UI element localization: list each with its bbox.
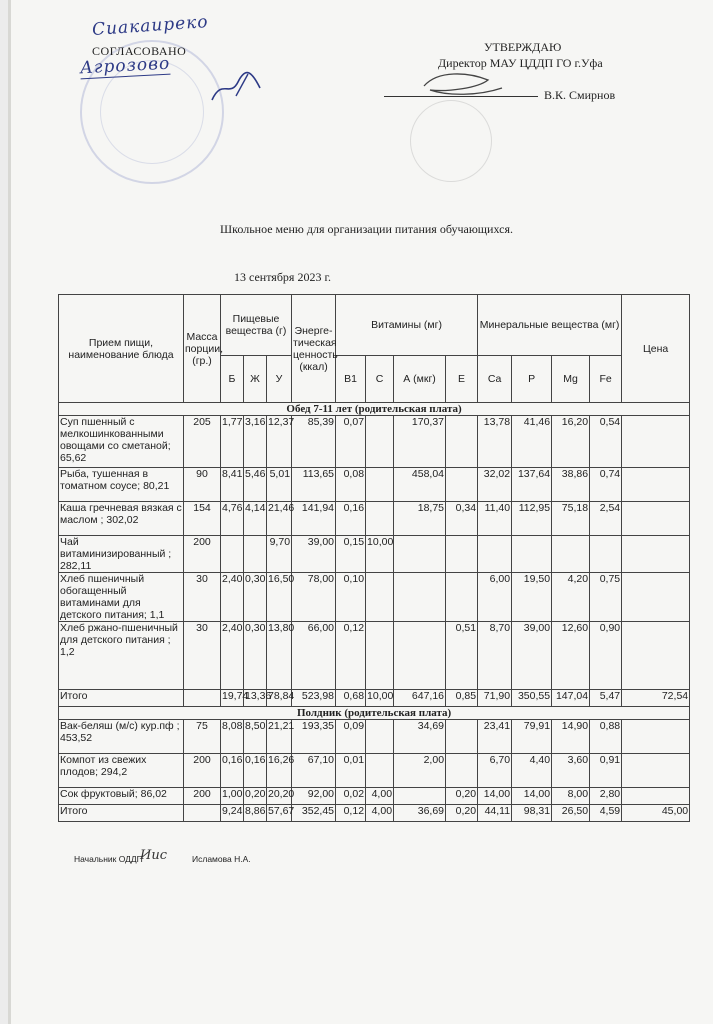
total-mass (184, 690, 221, 707)
cell-b1: 0,07 (336, 416, 366, 468)
table-row (59, 720, 690, 754)
cell-mass: 30 (184, 622, 221, 690)
cell-energy: 67,10 (292, 754, 336, 788)
round-stamp-right (410, 100, 492, 182)
cell-p: 39,00 (512, 622, 552, 690)
header-fe: Fe (590, 356, 622, 403)
cell-zh: 3,16 (244, 416, 267, 468)
cell-p: 112,95 (512, 502, 552, 536)
total-row (59, 805, 690, 822)
cell-b: 2,40 (221, 573, 244, 622)
cell-c (366, 720, 394, 754)
total-ca: 71,90 (478, 690, 512, 707)
cell-mass: 30 (184, 573, 221, 622)
cell-b: 4,76 (221, 502, 244, 536)
cell-price (622, 502, 690, 536)
cell-e: 0,20 (446, 788, 478, 805)
dish-name: Хлеб ржано-пшеничный для детского питания ; 1,2 (59, 622, 184, 690)
header-energy: Энерге-тическая ценность (ккал) (292, 295, 336, 403)
page-fold (8, 0, 11, 1024)
cell-zh: 8,50 (244, 720, 267, 754)
total-b: 19,74 (221, 690, 244, 707)
cell-p: 4,40 (512, 754, 552, 788)
section-header (59, 403, 690, 416)
cell-mg: 75,18 (552, 502, 590, 536)
cell-p: 137,64 (512, 468, 552, 502)
cell-b1: 0,02 (336, 788, 366, 805)
cell-mg: 14,90 (552, 720, 590, 754)
handwritten-signature-name: Агрозово (79, 53, 171, 79)
cell-b: 2,40 (221, 622, 244, 690)
cell-e (446, 536, 478, 573)
cell-b1: 0,01 (336, 754, 366, 788)
total-energy: 352,45 (292, 805, 336, 822)
cell-p: 79,91 (512, 720, 552, 754)
cell-price (622, 754, 690, 788)
cell-mg: 38,86 (552, 468, 590, 502)
cell-u: 13,80 (267, 622, 292, 690)
cell-p (512, 536, 552, 573)
cell-price (622, 788, 690, 805)
director-name: В.К. Смирнов (544, 88, 616, 102)
cell-mass: 200 (184, 788, 221, 805)
cell-price (622, 573, 690, 622)
cell-fe: 0,75 (590, 573, 622, 622)
dish-name: Чай витаминизированный ; 282,11 (59, 536, 184, 573)
cell-zh: 0,16 (244, 754, 267, 788)
footer-signature: Иис (140, 848, 167, 863)
header-ca: Ca (478, 356, 512, 403)
footer-name: Исламова Н.А. (192, 854, 251, 864)
table-row (59, 622, 690, 690)
header-a: А (мкг) (394, 356, 446, 403)
dish-name: Каша гречневая вязкая с маслом ; 302,02 (59, 502, 184, 536)
header-mg: Mg (552, 356, 590, 403)
cell-mass: 90 (184, 468, 221, 502)
cell-a (394, 622, 446, 690)
section-header (59, 707, 690, 720)
cell-fe: 2,80 (590, 788, 622, 805)
signature-scribble-left (208, 68, 268, 108)
header-minerals: Минеральные вещества (мг) (478, 295, 622, 356)
total-mg: 147,04 (552, 690, 590, 707)
section-title: Полдник (родительская плата) (59, 707, 690, 720)
cell-b1: 0,15 (336, 536, 366, 573)
menu-table-body (59, 403, 690, 822)
header-mass: Масса порции, (гр.) (184, 295, 221, 403)
total-b1: 0,12 (336, 805, 366, 822)
cell-c (366, 416, 394, 468)
table-row (59, 502, 690, 536)
table-row (59, 573, 690, 622)
cell-energy: 92,00 (292, 788, 336, 805)
cell-fe: 0,88 (590, 720, 622, 754)
cell-ca: 23,41 (478, 720, 512, 754)
cell-ca: 14,00 (478, 788, 512, 805)
cell-price (622, 468, 690, 502)
cell-ca: 32,02 (478, 468, 512, 502)
cell-c: 4,00 (366, 788, 394, 805)
total-ca: 44,11 (478, 805, 512, 822)
footer-position: Начальник ОДДП (74, 854, 143, 864)
handwritten-signature-top: Сиакаиреко (91, 11, 210, 41)
cell-fe: 2,54 (590, 502, 622, 536)
cell-mg: 12,60 (552, 622, 590, 690)
cell-b: 8,41 (221, 468, 244, 502)
header-carbs: У (267, 356, 292, 403)
cell-c (366, 754, 394, 788)
total-mass (184, 805, 221, 822)
header-b1: B1 (336, 356, 366, 403)
total-a: 647,16 (394, 690, 446, 707)
cell-fe: 0,90 (590, 622, 622, 690)
cell-a: 34,69 (394, 720, 446, 754)
total-price: 72,54 (622, 690, 690, 707)
cell-price (622, 720, 690, 754)
total-fe: 4,59 (590, 805, 622, 822)
cell-mass: 200 (184, 754, 221, 788)
cell-mass: 75 (184, 720, 221, 754)
cell-c (366, 622, 394, 690)
total-mg: 26,50 (552, 805, 590, 822)
cell-a: 458,04 (394, 468, 446, 502)
cell-b: 1,77 (221, 416, 244, 468)
cell-fe (590, 536, 622, 573)
table-row (59, 788, 690, 805)
cell-u: 20,20 (267, 788, 292, 805)
cell-a (394, 788, 446, 805)
cell-energy: 39,00 (292, 536, 336, 573)
dish-name: Сок фруктовый; 86,02 (59, 788, 184, 805)
document-title: Школьное меню для организации питания обучающихся. (220, 222, 513, 236)
director-signature (418, 66, 508, 106)
cell-zh: 5,46 (244, 468, 267, 502)
approve-title: УТВЕРЖДАЮ (484, 40, 562, 54)
cell-e: 0,51 (446, 622, 478, 690)
document-date: 13 сентября 2023 г. (234, 270, 332, 284)
menu-table (58, 294, 690, 822)
cell-u: 21,46 (267, 502, 292, 536)
cell-p: 19,50 (512, 573, 552, 622)
cell-b: 8,08 (221, 720, 244, 754)
cell-ca: 6,70 (478, 754, 512, 788)
cell-b1: 0,12 (336, 622, 366, 690)
cell-fe: 0,54 (590, 416, 622, 468)
cell-u: 21,21 (267, 720, 292, 754)
total-b: 9,24 (221, 805, 244, 822)
total-label: Итого (59, 690, 184, 707)
header-protein: Б (221, 356, 244, 403)
cell-zh: 0,30 (244, 622, 267, 690)
cell-zh: 0,30 (244, 573, 267, 622)
header-nutrients: Пищевые вещества (г) (221, 295, 292, 356)
cell-c: 10,00 (366, 536, 394, 573)
cell-b: 0,16 (221, 754, 244, 788)
total-row (59, 690, 690, 707)
agreed-label: СОГЛАСОВАНО (92, 44, 187, 58)
cell-e (446, 720, 478, 754)
cell-u: 16,50 (267, 573, 292, 622)
cell-p: 14,00 (512, 788, 552, 805)
cell-mg: 3,60 (552, 754, 590, 788)
total-energy: 523,98 (292, 690, 336, 707)
cell-price (622, 416, 690, 468)
cell-price (622, 622, 690, 690)
total-p: 98,31 (512, 805, 552, 822)
header-fat: Ж (244, 356, 267, 403)
total-e: 0,85 (446, 690, 478, 707)
cell-b1: 0,10 (336, 573, 366, 622)
total-price: 45,00 (622, 805, 690, 822)
total-zh: 8,86 (244, 805, 267, 822)
cell-a: 170,37 (394, 416, 446, 468)
total-p: 350,55 (512, 690, 552, 707)
cell-a (394, 573, 446, 622)
cell-c (366, 573, 394, 622)
total-c: 4,00 (366, 805, 394, 822)
header-p: P (512, 356, 552, 403)
cell-energy: 66,00 (292, 622, 336, 690)
table-row (59, 416, 690, 468)
total-a: 36,69 (394, 805, 446, 822)
cell-zh: 4,14 (244, 502, 267, 536)
cell-energy: 113,65 (292, 468, 336, 502)
cell-a: 18,75 (394, 502, 446, 536)
cell-u: 5,01 (267, 468, 292, 502)
cell-fe: 0,91 (590, 754, 622, 788)
cell-ca: 6,00 (478, 573, 512, 622)
cell-zh (244, 536, 267, 573)
header-price: Цена (622, 295, 690, 403)
dish-name: Рыба, тушенная в томатном соусе; 80,21 (59, 468, 184, 502)
cell-ca: 8,70 (478, 622, 512, 690)
cell-c (366, 502, 394, 536)
cell-energy: 141,94 (292, 502, 336, 536)
cell-ca: 11,40 (478, 502, 512, 536)
dish-name: Компот из свежих плодов; 294,2 (59, 754, 184, 788)
cell-mg: 8,00 (552, 788, 590, 805)
dish-name: Вак-беляш (м/с) кур.пф ; 453,52 (59, 720, 184, 754)
cell-mass: 205 (184, 416, 221, 468)
cell-e (446, 754, 478, 788)
cell-u: 9,70 (267, 536, 292, 573)
cell-b: 1,00 (221, 788, 244, 805)
cell-c (366, 468, 394, 502)
cell-energy: 193,35 (292, 720, 336, 754)
total-fe: 5,47 (590, 690, 622, 707)
table-row (59, 468, 690, 502)
cell-energy: 85,39 (292, 416, 336, 468)
total-zh: 13,36 (244, 690, 267, 707)
cell-zh: 0,20 (244, 788, 267, 805)
cell-mg (552, 536, 590, 573)
total-e: 0,20 (446, 805, 478, 822)
header-meal: Прием пищи, наименование блюда (59, 295, 184, 403)
cell-u: 12,37 (267, 416, 292, 468)
cell-a: 2,00 (394, 754, 446, 788)
dish-name: Суп пшенный с мелкошинкованными овощами со сметаной; 65,62 (59, 416, 184, 468)
total-u: 57,67 (267, 805, 292, 822)
cell-mass: 200 (184, 536, 221, 573)
total-c: 10,00 (366, 690, 394, 707)
dish-name: Хлеб пшеничный обогащенный витаминами для детского питания; 1,1 (59, 573, 184, 622)
director-position: Директор МАУ ЦДДП ГО г.Уфа (438, 56, 603, 70)
header-c: C (366, 356, 394, 403)
cell-price (622, 536, 690, 573)
header-e: Е (446, 356, 478, 403)
cell-b1: 0,08 (336, 468, 366, 502)
cell-mass: 154 (184, 502, 221, 536)
cell-b1: 0,16 (336, 502, 366, 536)
cell-u: 16,26 (267, 754, 292, 788)
cell-e (446, 416, 478, 468)
cell-ca (478, 536, 512, 573)
cell-mg: 4,20 (552, 573, 590, 622)
cell-b1: 0,09 (336, 720, 366, 754)
cell-e: 0,34 (446, 502, 478, 536)
table-row (59, 536, 690, 573)
cell-fe: 0,74 (590, 468, 622, 502)
table-row (59, 754, 690, 788)
header-vitamins: Витамины (мг) (336, 295, 478, 356)
cell-ca: 13,78 (478, 416, 512, 468)
cell-a (394, 536, 446, 573)
section-title: Обед 7-11 лет (родительская плата) (59, 403, 690, 416)
cell-p: 41,46 (512, 416, 552, 468)
total-label: Итого (59, 805, 184, 822)
cell-e (446, 573, 478, 622)
cell-b (221, 536, 244, 573)
cell-energy: 78,00 (292, 573, 336, 622)
total-b1: 0,68 (336, 690, 366, 707)
cell-e (446, 468, 478, 502)
total-u: 78,84 (267, 690, 292, 707)
cell-mg: 16,20 (552, 416, 590, 468)
